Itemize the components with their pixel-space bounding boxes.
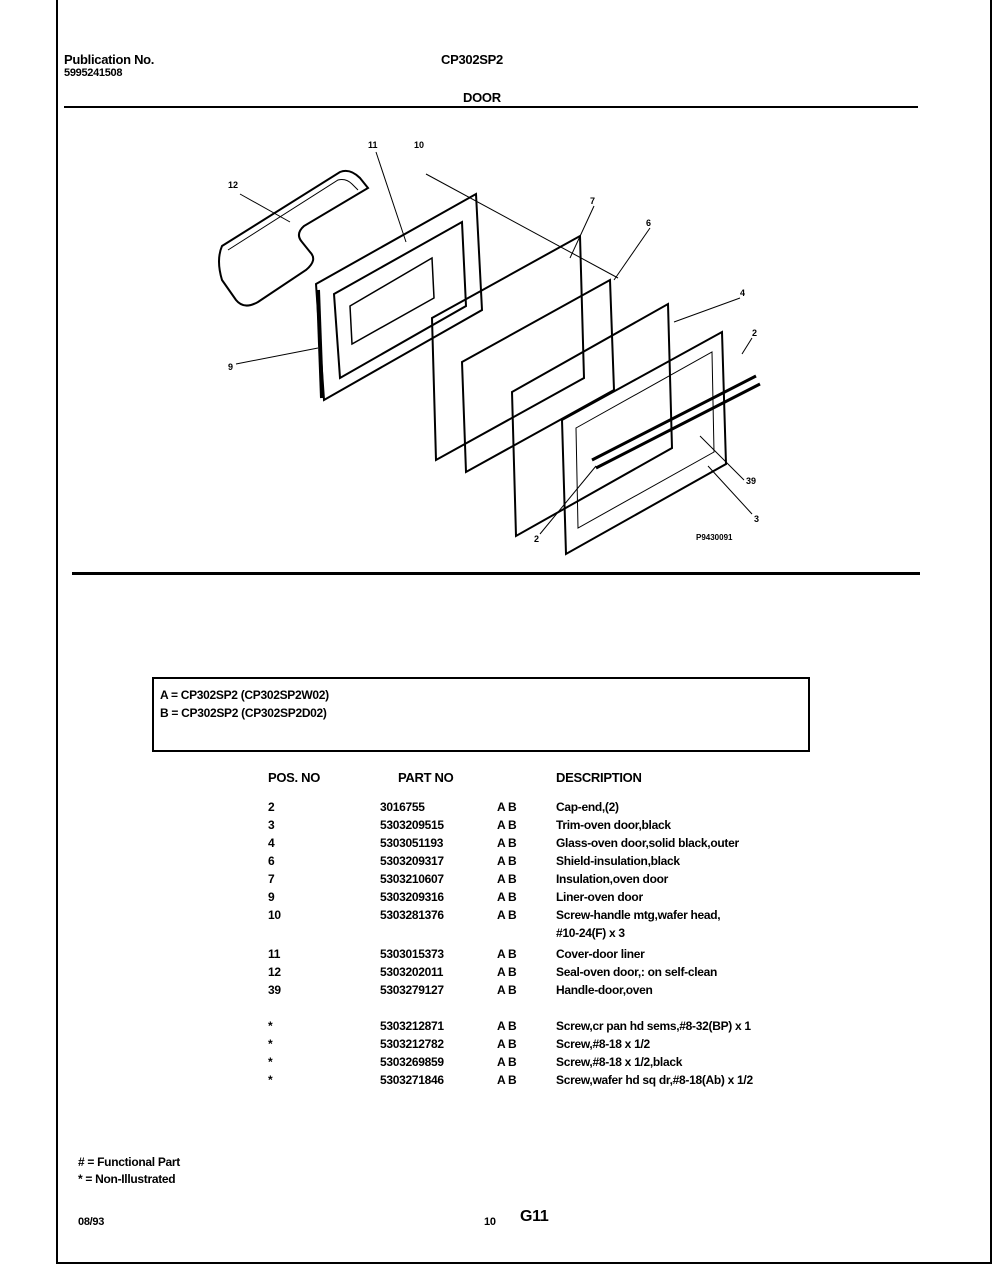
row-pos: * [268,1055,273,1069]
footer-date: 08/93 [78,1216,105,1228]
publication-number: 5995241508 [64,67,123,79]
publication-label: Publication No. [64,52,155,67]
row-models: A B [497,854,517,868]
callout-4: 4 [740,288,746,298]
row-models: A B [497,1037,517,1051]
row-part: 5303202011 [380,965,444,979]
row-part: 5303209316 [380,890,444,904]
row-models: A B [497,872,517,886]
row-desc: Screw,#8-18 x 1/2 [556,1037,650,1051]
callout-7: 7 [590,196,596,206]
row-pos: 9 [268,890,275,904]
model-key-a: A = CP302SP2 (CP302SP2W02) [160,688,329,702]
row-pos: 6 [268,854,275,868]
row-part: 5303210607 [380,872,444,886]
model-title: CP302SP2 [441,52,503,67]
row-part: 5303051193 [380,836,444,850]
row-models: A B [497,947,517,961]
row-pos: 2 [268,800,275,814]
row-pos: * [268,1037,273,1051]
callout-6: 6 [646,218,652,228]
row-desc: Cover-door liner [556,947,645,961]
row-desc: Glass-oven door,solid black,outer [556,836,739,850]
row-pos: 3 [268,818,275,832]
footer-page-code: G11 [520,1208,549,1225]
section-title: DOOR [463,90,501,105]
row-part: 5303269859 [380,1055,444,1069]
col-header-part: PART NO [398,770,454,785]
callout-10: 10 [414,140,425,150]
callout-2b: 2 [534,534,540,544]
row-pos: 12 [268,965,281,979]
model-key-box [152,677,810,752]
row-desc: #10-24(F) x 3 [556,926,625,940]
row-pos: 39 [268,983,281,997]
diagram-rule [72,572,920,575]
row-pos: 10 [268,908,281,922]
figure-id: P9430091 [696,533,733,542]
row-pos: 7 [268,872,275,886]
row-desc: Liner-oven door [556,890,643,904]
callout-9: 9 [228,362,234,372]
row-desc: Seal-oven door,: on self-clean [556,965,718,979]
header-rule [64,106,918,108]
part-seal-shape [219,171,368,306]
row-models: A B [497,1019,517,1033]
row-desc: Screw,#8-18 x 1/2,black [556,1055,683,1069]
row-pos: * [268,1019,273,1033]
legend-functional: # = Functional Part [78,1155,180,1169]
row-desc: Cap-end,(2) [556,800,619,814]
row-part: 5303271846 [380,1073,444,1087]
row-part: 5303209515 [380,818,444,832]
callout-2a: 2 [752,328,758,338]
part-glass-shape [512,304,672,536]
row-models: A B [497,965,517,979]
callout-3: 3 [754,514,760,524]
callout-12: 12 [228,180,239,190]
footer-page-small: 10 [484,1216,496,1228]
row-models: A B [497,800,517,814]
callout-11: 11 [368,140,378,150]
callout-39: 39 [746,476,757,486]
row-part: 5303212871 [380,1019,444,1033]
row-part: 5303281376 [380,908,444,922]
row-desc: Trim-oven door,black [556,818,671,832]
exploded-door-diagram [200,130,800,560]
row-pos: 4 [268,836,275,850]
model-key-b: B = CP302SP2 (CP302SP2D02) [160,706,327,720]
row-part: 3016755 [380,800,425,814]
legend-non-illustrated: * = Non-Illustrated [78,1172,176,1186]
row-desc: Handle-door,oven [556,983,653,997]
row-desc: Shield-insulation,black [556,854,680,868]
row-desc: Insulation,oven door [556,872,669,886]
row-models: A B [497,890,517,904]
row-part: 5303015373 [380,947,444,961]
part-shield-shape [462,280,614,472]
row-desc: Screw,cr pan hd sems,#8-32(BP) x 1 [556,1019,751,1033]
row-models: A B [497,983,517,997]
row-part: 5303209317 [380,854,444,868]
row-part: 5303212782 [380,1037,444,1051]
row-pos: * [268,1073,273,1087]
row-part: 5303279127 [380,983,444,997]
col-header-desc: DESCRIPTION [556,770,642,785]
row-pos: 11 [268,947,281,961]
row-models: A B [497,818,517,832]
col-header-pos: POS. NO [268,770,321,785]
row-desc: Screw-handle mtg,wafer head, [556,908,721,922]
row-models: A B [497,1073,517,1087]
row-desc: Screw,wafer hd sq dr,#8-18(Ab) x 1/2 [556,1073,753,1087]
row-models: A B [497,908,517,922]
row-models: A B [497,1055,517,1069]
row-models: A B [497,836,517,850]
